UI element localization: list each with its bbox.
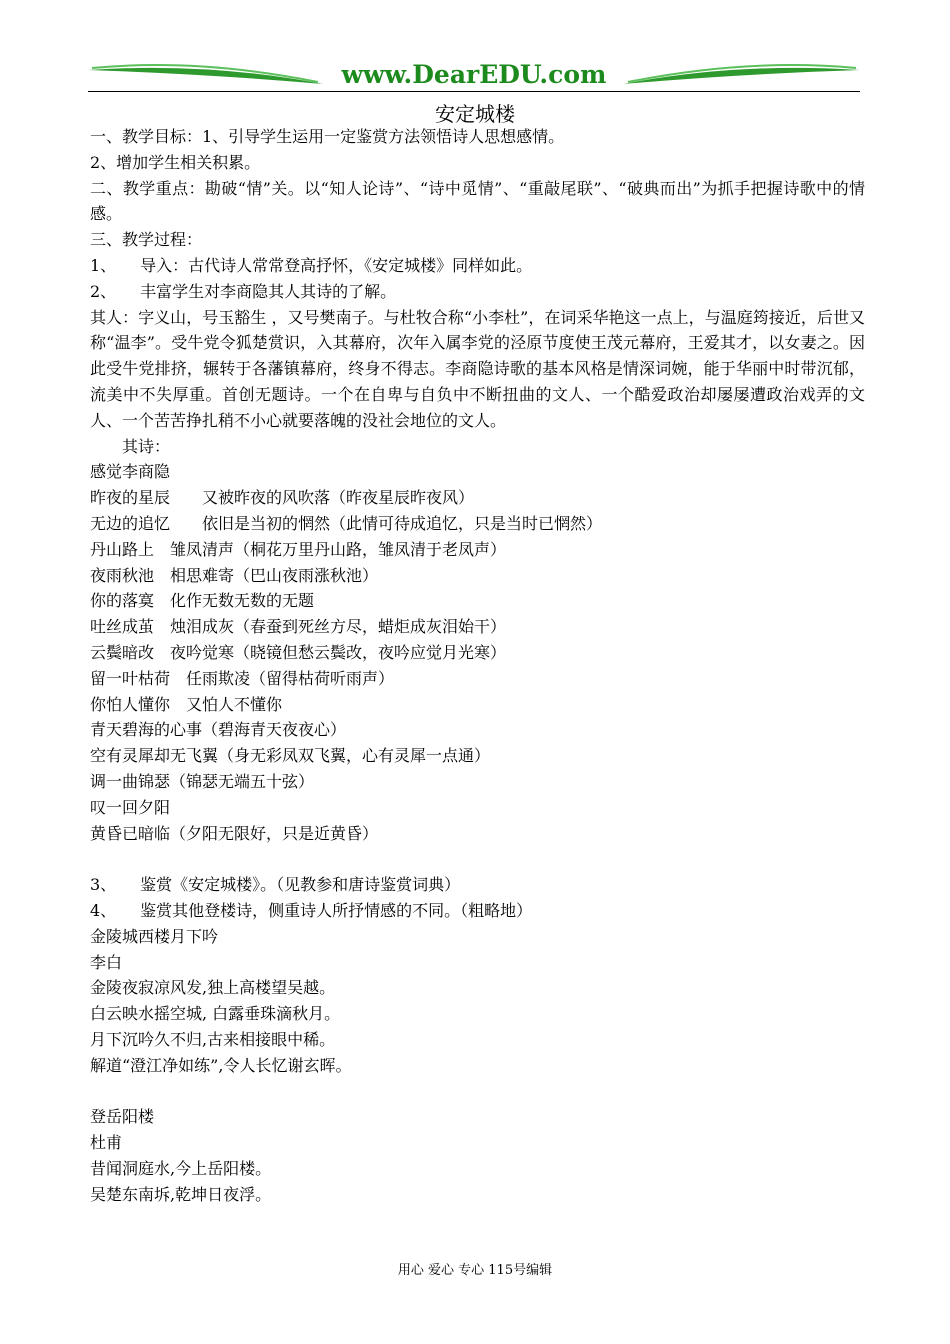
poem-line: 月下沉吟久不归,古来相接眼中稀。 (90, 1029, 336, 1049)
poem-line: 青天碧海的心事（碧海青天夜夜心） (90, 720, 347, 740)
poem-line: 白云映水摇空城, 白露垂珠滴秋月。 (90, 1004, 341, 1024)
page-title: 安定城楼 (435, 102, 515, 126)
poem-line: 无边的追忆 依旧是当初的惘然（此情可待成追忆，只是当时已惘然） (90, 513, 603, 533)
poem-title: 金陵城西楼月下吟 (90, 926, 219, 946)
text-line: 其诗： (122, 436, 171, 456)
poem-line: 你的落寞 化作无数无数的无题 (90, 591, 315, 611)
site-logo-text: www.DearEDU.com (341, 60, 607, 89)
poem-line: 你怕人懂你 又怕人不懂你 (90, 694, 283, 714)
poem-line: 昨夜的星辰 又被昨夜的风吹落（昨夜星辰昨夜风） (90, 488, 475, 508)
poem-title: 感觉李商隐 (90, 462, 171, 482)
blank-line (90, 846, 865, 872)
poem-line: 昔闻洞庭水,今上岳阳楼。 (90, 1158, 272, 1178)
poem-line: 叹一回夕阳 (90, 797, 171, 817)
poem-line: 丹山路上 雏凤清声（桐花万里丹山路，雏凤清于老凤声） (90, 539, 507, 559)
poem-author: 李白 (90, 952, 123, 972)
poem-title: 登岳阳楼 (90, 1107, 155, 1127)
text-line: 4、 鉴赏其他登楼诗，侧重诗人所抒情感的不同。（粗略地） (90, 900, 533, 920)
poem-line: 空有灵犀却无飞翼（身无彩凤双飞翼，心有灵犀一点通） (90, 746, 491, 766)
text-line: 2、增加学生相关积累。 (90, 152, 261, 172)
poem-line: 吴楚东南坼,乾坤日夜浮。 (90, 1184, 272, 1204)
text-line: 二、教学重点：勘破“情”关。以“知人论诗”、“诗中觅情”、“重敲尾联”、“破典而出”为抓手把握诗歌中的情感。 (90, 178, 865, 224)
site-header (88, 58, 860, 94)
text-line: 三、教学过程： (90, 230, 203, 250)
poem-line: 金陵夜寂凉风发,独上高楼望吴越。 (90, 978, 336, 998)
poem-line: 夜雨秋池 相思难寄（巴山夜雨涨秋池） (90, 565, 379, 585)
poem-line: 云鬓暗改 夜吟觉寒（晓镜但愁云鬓改，夜吟应觉月光寒） (90, 642, 507, 662)
text-line: 一、教学目标：1、引导学生运用一定鉴赏方法领悟诗人思想感情。 (90, 127, 565, 146)
document-body (90, 124, 865, 1207)
poem-line: 留一叶枯荷 任雨欺凌（留得枯荷听雨声） (90, 668, 395, 688)
poem-line: 吐丝成茧 烛泪成灰（春蚕到死丝方尽，蜡炬成灰泪始干） (90, 617, 507, 637)
text-line: 2、 丰富学生对李商隐其人其诗的了解。 (90, 281, 397, 301)
page-footer: 用心 爱心 专心 115号编辑 (397, 1263, 553, 1278)
blank-line (90, 1078, 865, 1104)
poem-line: 调一曲锦瑟（锦瑟无端五十弦） (90, 771, 315, 791)
poem-line: 解道“澄江净如练”,令人长忆谢玄晖。 (90, 1055, 352, 1075)
text-line: 3、 鉴赏《安定城楼》。（见教参和唐诗鉴赏词典） (90, 875, 461, 895)
poem-line: 黄昏已暗临（夕阳无限好，只是近黄昏） (90, 823, 379, 843)
header-divider (88, 91, 860, 92)
poem-author: 杜甫 (90, 1133, 123, 1153)
biography-paragraph: 其人：字义山，号玉豁生 ，又号樊南子。与杜牧合称“小李杜”，在词采华艳这一点上，与温庭筠接近，后世又称“温李”。受牛党令狐楚赏识，入其幕府，次年入属李党的泾原节度使王茂元幕府，王爱其才，以女妻之。因此受牛党排挤，辗转于各藩镇幕府，终身不得志。李商隐诗歌的基本风格是情深词婉，能于华丽中时带沉郁，流美中不失厚重。首创无题诗。一个在自卑与自负中不断扭曲的文人、一个酷爱政治却屡屡遭政治戏弄的文人、一个苦苦挣扎稍不小心就要落魄的没社会地位的文人。 (90, 307, 865, 430)
text-line: 1、 导入：古代诗人常常登高抒怀，《安定城楼》同样如此。 (90, 255, 533, 275)
